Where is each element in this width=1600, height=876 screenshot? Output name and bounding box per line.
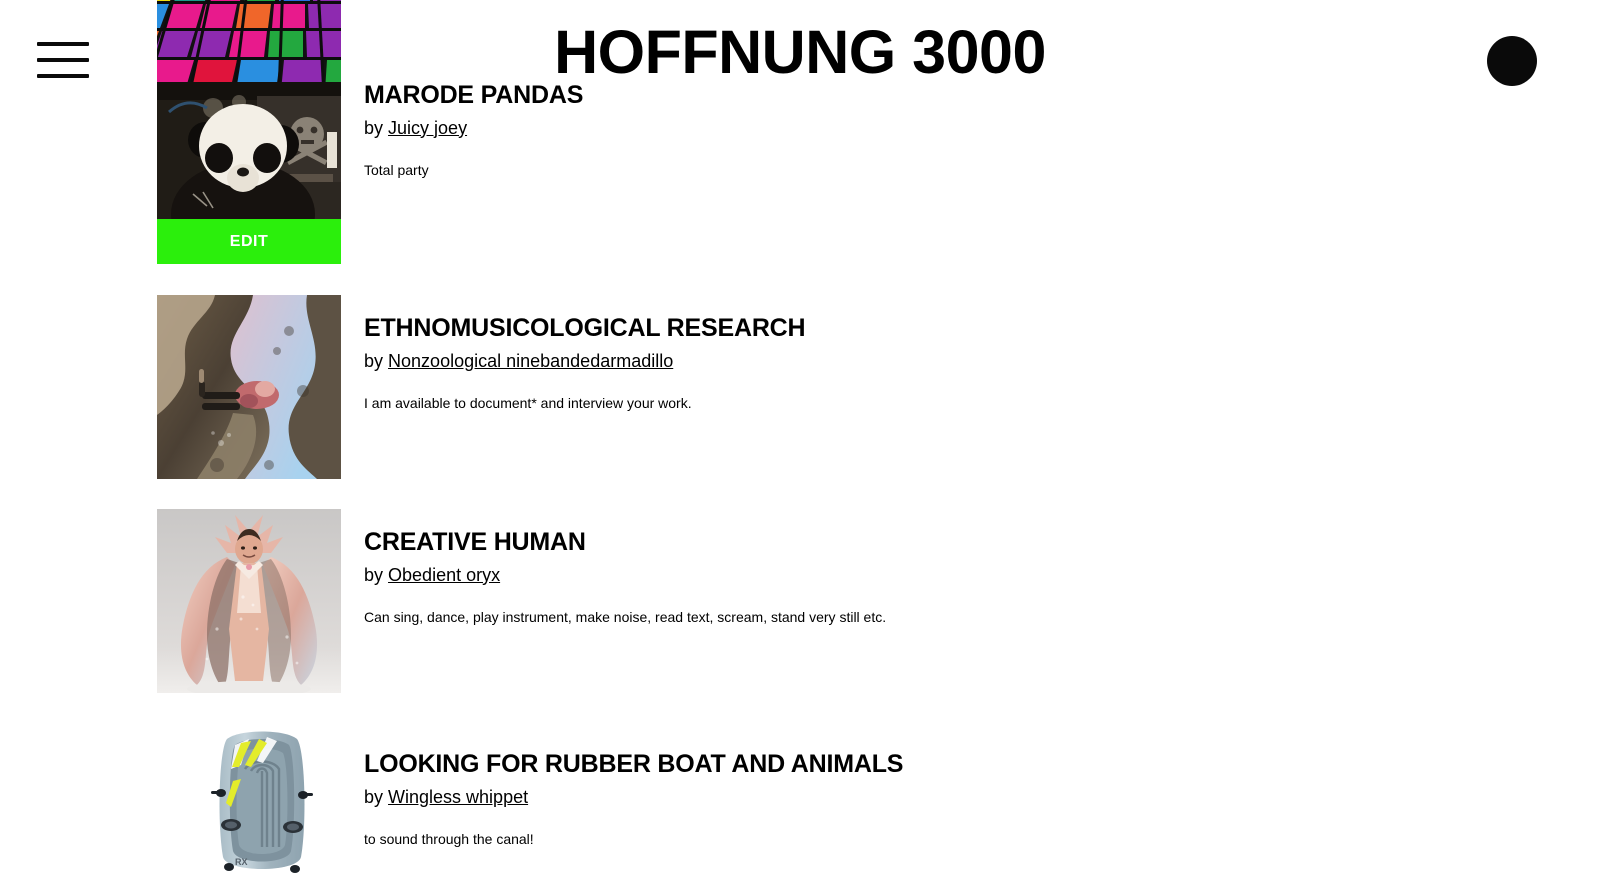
listing-description: Can sing, dance, play instrument, make noise, read text, scream, stand very still etc. — [364, 609, 887, 626]
by-prefix: by — [364, 786, 384, 807]
listing-byline — [364, 787, 1464, 809]
rubber-boat-image — [205, 723, 318, 873]
listing-text-column — [364, 82, 1464, 179]
by-prefix: by — [364, 350, 384, 371]
author-link[interactable]: Nonzoological ninebandedarmadillo — [388, 350, 674, 371]
by-prefix: by — [364, 564, 384, 585]
listing-text-column — [364, 509, 1464, 626]
performer-image — [157, 509, 341, 693]
author-link[interactable]: Wingless whippet — [388, 786, 529, 807]
thumbnail-column — [205, 723, 318, 873]
menu-bar-top — [37, 42, 89, 46]
rock-landscape-thumbnail[interactable] — [157, 295, 341, 479]
thumbnail-column — [157, 0, 341, 91]
menu-bar-middle — [37, 58, 89, 62]
by-prefix: by — [364, 117, 384, 138]
thumbnail-column — [157, 509, 341, 693]
page-title: HOFFNUNG 3000 — [554, 18, 1046, 86]
listing-title[interactable]: CREATIVE HUMAN — [364, 528, 586, 556]
menu-bar-bottom — [37, 74, 89, 78]
author-link[interactable]: Juicy joey — [388, 117, 468, 138]
disco-floor-image — [157, 0, 341, 91]
listing-description: I am available to document* and interview your work. — [364, 395, 692, 412]
listing-text-column — [364, 723, 1464, 848]
thumbnail-column — [157, 82, 341, 264]
avatar[interactable] — [1487, 36, 1537, 86]
disco-floor-thumbnail[interactable] — [157, 0, 341, 91]
listing-byline — [364, 118, 1464, 140]
listing-byline — [364, 351, 1464, 373]
author-link[interactable]: Obedient oryx — [388, 564, 501, 585]
listing-byline — [364, 565, 1464, 587]
listing-description: to sound through the canal! — [364, 831, 534, 848]
edit-button[interactable]: EDIT — [157, 219, 341, 264]
panda-image — [157, 82, 341, 219]
listing-text-column — [364, 295, 1464, 412]
rock-landscape-image — [157, 295, 341, 479]
listing-title[interactable]: ETHNOMUSICOLOGICAL RESEARCH — [364, 314, 806, 342]
rubber-boat-thumbnail[interactable] — [205, 723, 318, 873]
hamburger-menu-icon[interactable] — [37, 36, 89, 84]
listing-title[interactable]: MARODE PANDAS — [364, 81, 584, 109]
svg-text:RX: RX — [235, 857, 248, 867]
performer-thumbnail[interactable] — [157, 509, 341, 693]
listing-title[interactable]: LOOKING FOR RUBBER BOAT AND ANIMALS — [364, 750, 904, 778]
listing-description: Total party — [364, 162, 429, 179]
panda-thumbnail[interactable] — [157, 82, 341, 219]
thumbnail-column — [157, 295, 341, 479]
